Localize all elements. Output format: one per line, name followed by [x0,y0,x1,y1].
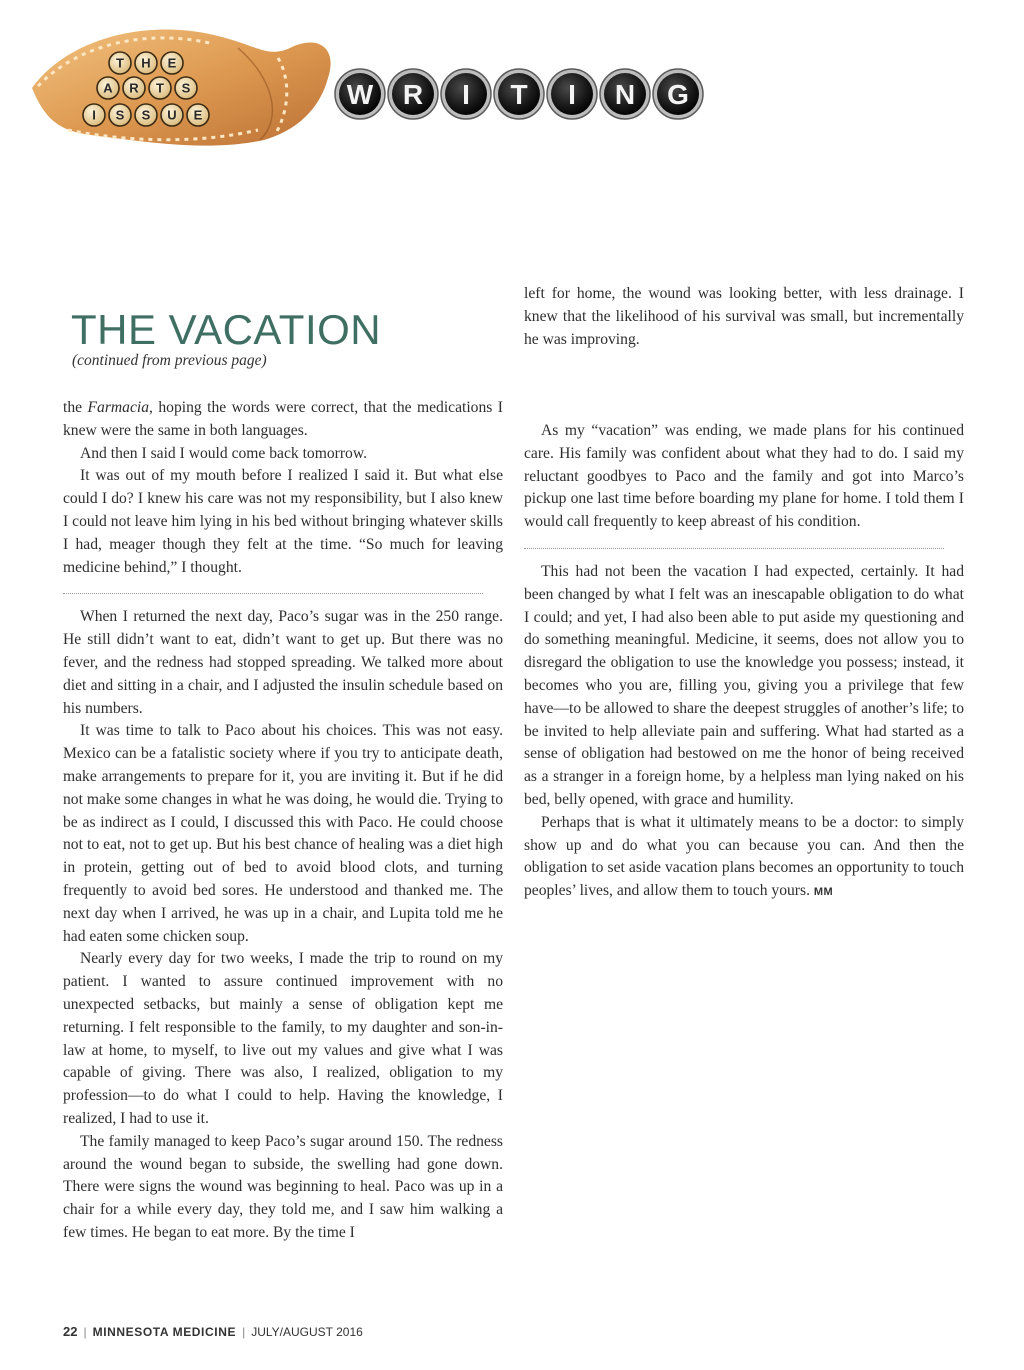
arts-issue-writing-banner [28,18,718,148]
article-paragraph: The family managed to keep Paco’s sugar around 150. The redness around the wound began to subside, the swelling had gone down. There were signs the wound was beginning to heal. Paco was up in a chair for a while every day, they told me, and I saw him walking a few times. He began to eat more. By the time I [63,1132,503,1241]
writing-typewriter-keys [335,69,703,119]
writing-key [494,69,544,119]
writing-key [600,69,650,119]
svg-text:U: U [167,107,177,123]
article-paragraph: And then I said I would come back tomorrow. [80,444,367,462]
page-footer: 22 | MINNESOTA MEDICINE | JULY/AUGUST 2016 [63,1324,363,1339]
farmacia-term: Farmacia [87,399,150,416]
end-mark: MM [813,886,834,899]
writing-key [335,69,385,119]
svg-text:S: S [115,107,125,123]
issue-key [83,104,105,126]
issue-key [187,104,209,126]
issue-key [97,77,119,99]
article-title: THE VACATION [71,306,382,353]
svg-text:T: T [156,80,164,96]
article-paragraph: Perhaps that is what it ultimately means to be a doctor: to simply show up and do what you can because you can. And then the obligation to set aside vacation plans becomes an opportunity to touch peoples’ lives, and allow them to touch yours. MM [524,813,964,900]
svg-text:H: H [141,55,151,71]
article-paragraph: As my “vacation” was ending, we made plans for his continued care. His family was confident about what they had to do. I said my reluctant goodbyes to Paco and the family and got into Marco’s pickup one last time before boarding my plane for home. I told them I would call frequently to keep abreast of his condition. [524,422,964,531]
svg-text:S: S [141,107,151,123]
issue-key [135,52,157,74]
writing-key [653,69,703,119]
issue-key [123,77,145,99]
article-paragraph: When I returned the next day, Paco’s sugar was in the 250 range. He still didn’t want to eat, didn’t want to get up. But there was no fever, and the redness had stopped spreading. We talked more about diet and sitting in a chair, and I adjusted the insulin schedule based on his numbers. [63,608,503,717]
writing-key [441,69,491,119]
svg-text:I: I [462,79,470,110]
svg-text:I: I [92,107,96,123]
svg-text:G: G [667,79,689,110]
continued-note: (continued from previous page) [72,352,267,369]
svg-text:R: R [129,80,139,96]
article-paragraph: It was time to talk to Paco about his choices. This was not easy. Mexico can be a fatalistic society where if you try to anticipate death, make arrangements to prepare for it, you are inviting it. But if he did not make some changes in what he was doing, he would die. Trying to be as indirect as I could, I discussed this with Paco. He could choose not to eat, not to get up. But his best chance of healing was a diet high in protein, getting out of bed to avoid blood clots, and turning frequently to avoid bed sores. He understood and thanked me. The next day when I arrived, he was up in a chair, and Lupita told me he had eaten some chicken soup. [63,722,503,945]
issue-key [149,77,171,99]
issue-key [175,77,197,99]
article-column-left [63,397,503,1245]
svg-text:A: A [103,80,113,96]
svg-text:T: T [116,55,124,71]
svg-text:E: E [193,107,203,123]
article-paragraph-continued: left for home, the wound was looking better, with less drainage. I knew that the likelihood of his survival was small, but incrementally he was improving. [524,285,964,348]
issue-key [161,104,183,126]
article-paragraph: This had not been the vacation I had expected, certainly. It had been changed by what I felt was an inescapable obligation to do what I could; and yet, I had also been able to put aside my questioning and do something meaningful. Medicine, it seems, does not allow you to disregard the obligation to use the knowledge you possess; instead, it becomes who you are, filling you, giving you a privilege that few have—to be allowed to share the deepest struggles of another’s life; to be invited to help alleviate pain and suffering. What had started as a sense of obligation had bestowed on me the honor of being received as a stranger in a foreign home, by a helpless man lying naked on his bed, belly opened, with grace and humility. [524,562,964,808]
issue-key [109,52,131,74]
article-paragraph: It was out of my mouth before I realized I said it. But what else could I do? I knew his care was not my responsibility, but I also knew I could not leave him lying in his bed without bringing whatever skills I had, meager though they felt at the time. “So much for leaving medicine behind,” I thought. [63,467,503,576]
magazine-name: MINNESOTA MEDICINE [92,1325,237,1339]
section-divider [524,548,944,549]
article-column-right [524,283,964,904]
svg-text:E: E [167,55,177,71]
issue-key [135,104,157,126]
issue-key [161,52,183,74]
svg-text:I: I [568,79,576,110]
svg-text:N: N [614,79,636,110]
svg-text:T: T [510,79,528,110]
page-number: 22 [63,1324,78,1339]
section-divider [63,593,483,594]
svg-text:W: W [346,79,374,110]
article-paragraph: the Farmacia, hoping the words were correct, that the medications I knew were the same in both languages. [63,399,503,439]
writing-key [547,69,597,119]
issue-key [109,104,131,126]
svg-text:R: R [402,79,424,110]
writing-key [388,69,438,119]
svg-text:S: S [181,80,191,96]
issue-date: JULY/AUGUST 2016 [251,1325,363,1339]
article-paragraph: Nearly every day for two weeks, I made the trip to round on my patient. I wanted to assure continued improvement with no unexpected setbacks, but mainly a sense of obligation kept me returning. I felt responsible to the family, to my daughter and son-in-law at home, to myself, to live out my values and give what I was capable of giving. There was also, I realized, obligation to my profession—to do what I could to help. Having the knowledge, I realized, I had to use it. [63,950,503,1127]
